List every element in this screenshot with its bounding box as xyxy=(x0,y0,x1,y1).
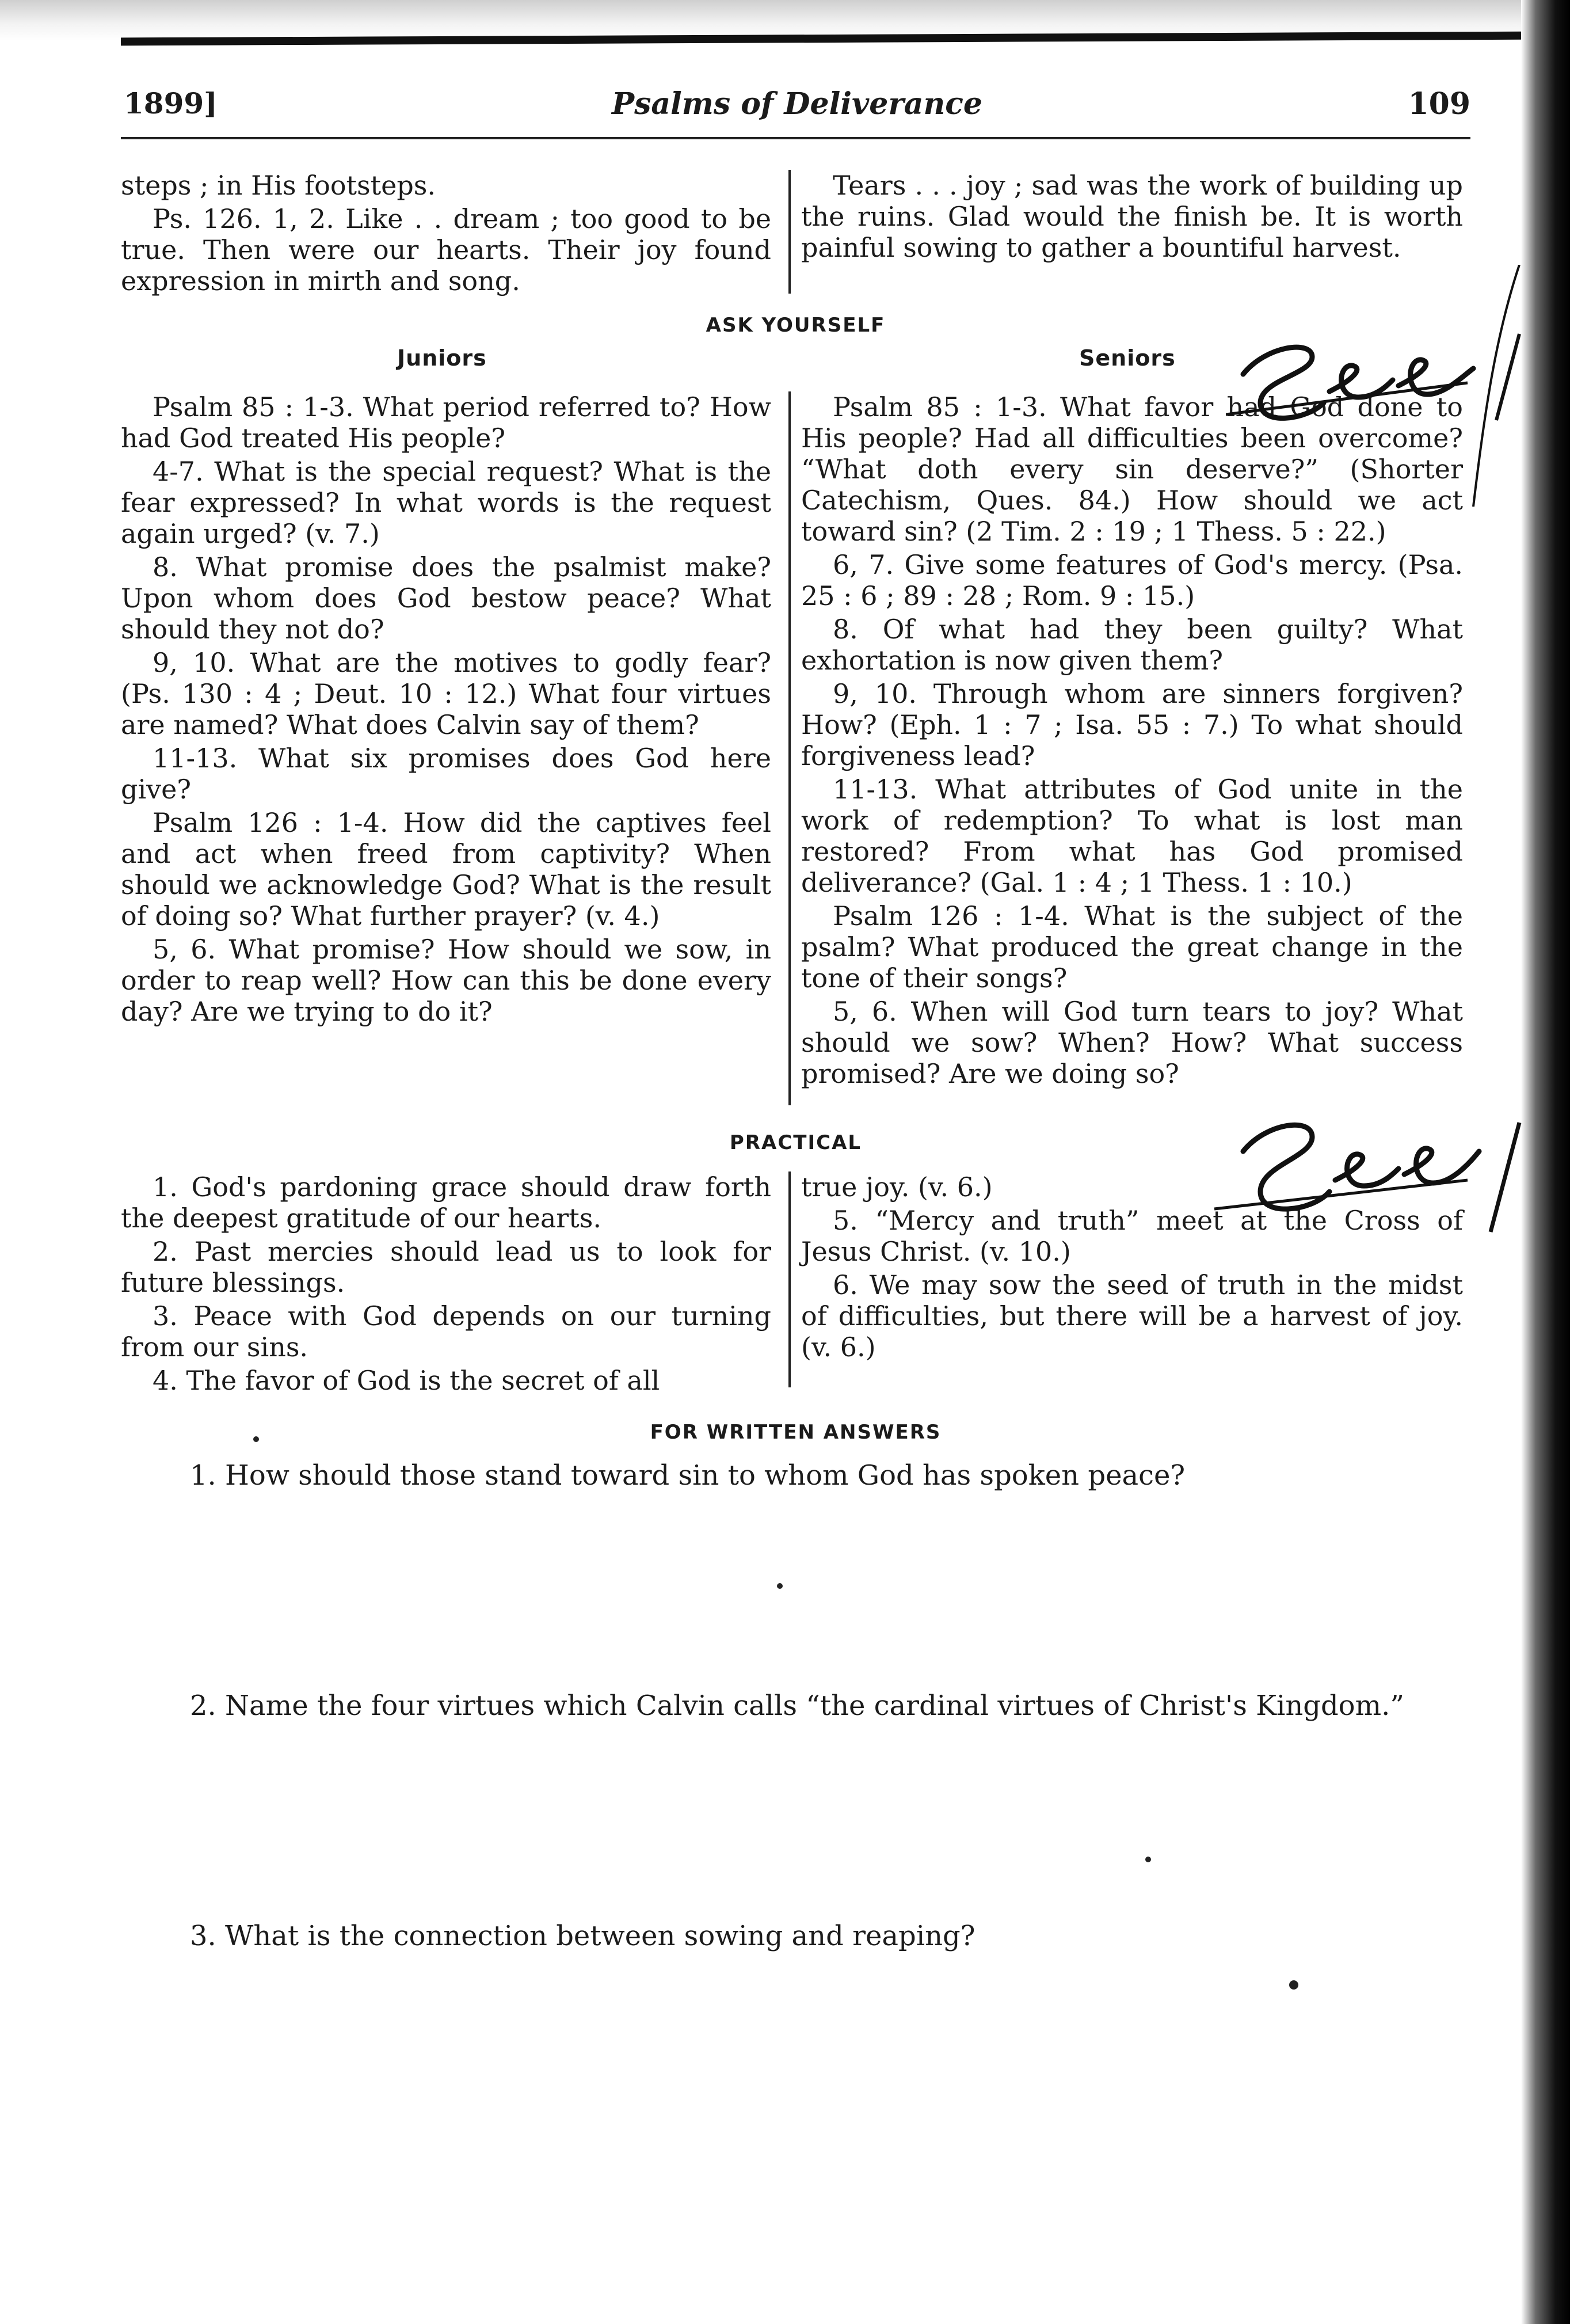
seniors-heading: Seniors xyxy=(1079,345,1176,371)
seniors-question: Psalm 85 : 1-3. What favor had God done to His people? Had all difficulties been overcome? “What doth every sin deserve?” (Shorter Catechism, Ques. 84.) How should we act toward sin? (2 Tim. 2 : 19 ; 1 Thess. 5 : 22.) xyxy=(801,391,1463,547)
juniors-question: 5, 6. What promise? How should we sow, in order to reap well? How can this be done every day? Are we trying to do it? xyxy=(121,934,771,1027)
column-divider xyxy=(788,391,791,1105)
practical-item: 2. Past mercies should lead us to look for future blessings. xyxy=(121,1236,771,1298)
practical-heading: PRACTICAL xyxy=(729,1131,862,1154)
juniors-question: Psalm 85 : 1-3. What period referred to? How had God treated His people? xyxy=(121,391,771,454)
practical-left-column xyxy=(121,1171,771,1398)
ask-yourself-heading: ASK YOURSELF xyxy=(706,314,886,337)
practical-item: 5. “Mercy and truth” meet at the Cross of Jesus Christ. (v. 10.) xyxy=(801,1205,1463,1267)
practical-item: true joy. (v. 6.) xyxy=(801,1171,993,1203)
running-head-title: Psalms of Deliverance xyxy=(611,86,982,121)
juniors-question: 11-13. What six promises does God here give? xyxy=(121,743,771,805)
seniors-column xyxy=(801,391,1463,1091)
seniors-question: 11-13. What attributes of God unite in the work of redemption? To what is lost man restored? From what has God promised deliverance? (Gal. 1 : 4 ; 1 Thess. 1 : 10.) xyxy=(801,774,1463,898)
seniors-question: Psalm 126 : 1-4. What is the subject of the psalm? What produced the great change in the tone of their songs? xyxy=(801,900,1463,994)
column-divider xyxy=(788,170,791,294)
seniors-question: 5, 6. When will God turn tears to joy? What should we sow? When? How? What success promised? Are we doing so? xyxy=(801,996,1463,1089)
practical-item: 3. Peace with God depends on our turning from our sins. xyxy=(121,1300,771,1363)
written-question: 2. Name the four virtues which Calvin calls “the cardinal virtues of Christ's Kingdom.” xyxy=(190,1690,1404,1722)
juniors-question: 4-7. What is the special request? What is the fear expressed? In what words is the request again urged? (v. 7.) xyxy=(121,456,771,549)
header-rule xyxy=(121,137,1470,139)
scan-speck xyxy=(1145,1857,1151,1862)
running-head-year: 1899] xyxy=(124,86,218,120)
scan-speck xyxy=(253,1436,259,1442)
top-left-para: Ps. 126. 1, 2. Like . . dream ; too good to be true. Then were our hearts. Their joy found expression in mirth and song. xyxy=(121,203,771,296)
seniors-question: 9, 10. Through whom are sinners forgiven? How? (Eph. 1 : 7 ; Isa. 55 : 7.) To what should forgiveness lead? xyxy=(801,678,1463,771)
top-left-para: steps ; in His footsteps. xyxy=(121,170,436,201)
juniors-heading: Juniors xyxy=(397,345,487,371)
page-number: 109 xyxy=(1408,86,1470,121)
scan-speck xyxy=(1289,1980,1298,1990)
running-head xyxy=(124,86,1470,138)
written-question: 3. What is the connection between sowing and reaping? xyxy=(190,1920,975,1952)
practical-item: 6. We may sow the seed of truth in the midst of difficulties, but there will be a harvest of joy. (v. 6.) xyxy=(801,1269,1463,1363)
scan-speck xyxy=(777,1583,783,1589)
juniors-column xyxy=(121,391,771,1029)
written-question: 1. How should those stand toward sin to whom God has spoken peace? xyxy=(190,1459,1186,1492)
top-right-para: Tears . . . joy ; sad was the work of building up the ruins. Glad would the finish be. It is worth painful sowing to gather a bountiful harvest. xyxy=(801,170,1463,263)
juniors-question: Psalm 126 : 1-4. How did the captives feel and act when freed from captivity? When should we acknowledge God? What is the result of doing so? What further prayer? (v. 4.) xyxy=(121,807,771,931)
top-left-column xyxy=(121,170,771,299)
practical-item: 1. God's pardoning grace should draw forth the deepest gratitude of our hearts. xyxy=(121,1171,771,1234)
handwritten-mark-see-2 xyxy=(1209,1111,1531,1238)
margin-line xyxy=(1462,265,1525,507)
top-right-column xyxy=(801,170,1463,265)
seniors-question: 6, 7. Give some features of God's mercy. (Psa. 25 : 6 ; 89 : 28 ; Rom. 9 : 15.) xyxy=(801,549,1463,611)
column-divider xyxy=(788,1171,791,1387)
seniors-question: 8. Of what had they been guilty? What exhortation is now given them? xyxy=(801,614,1463,676)
juniors-question: 8. What promise does the psalmist make? Upon whom does God bestow peace? What should they not do? xyxy=(121,551,771,645)
practical-item: 4. The favor of God is the secret of all xyxy=(153,1365,660,1396)
juniors-question: 9, 10. What are the motives to godly fear? (Ps. 130 : 4 ; Deut. 10 : 12.) What four virtues are named? What does Calvin say of them? xyxy=(121,647,771,740)
written-answers-heading: FOR WRITTEN ANSWERS xyxy=(650,1421,942,1444)
